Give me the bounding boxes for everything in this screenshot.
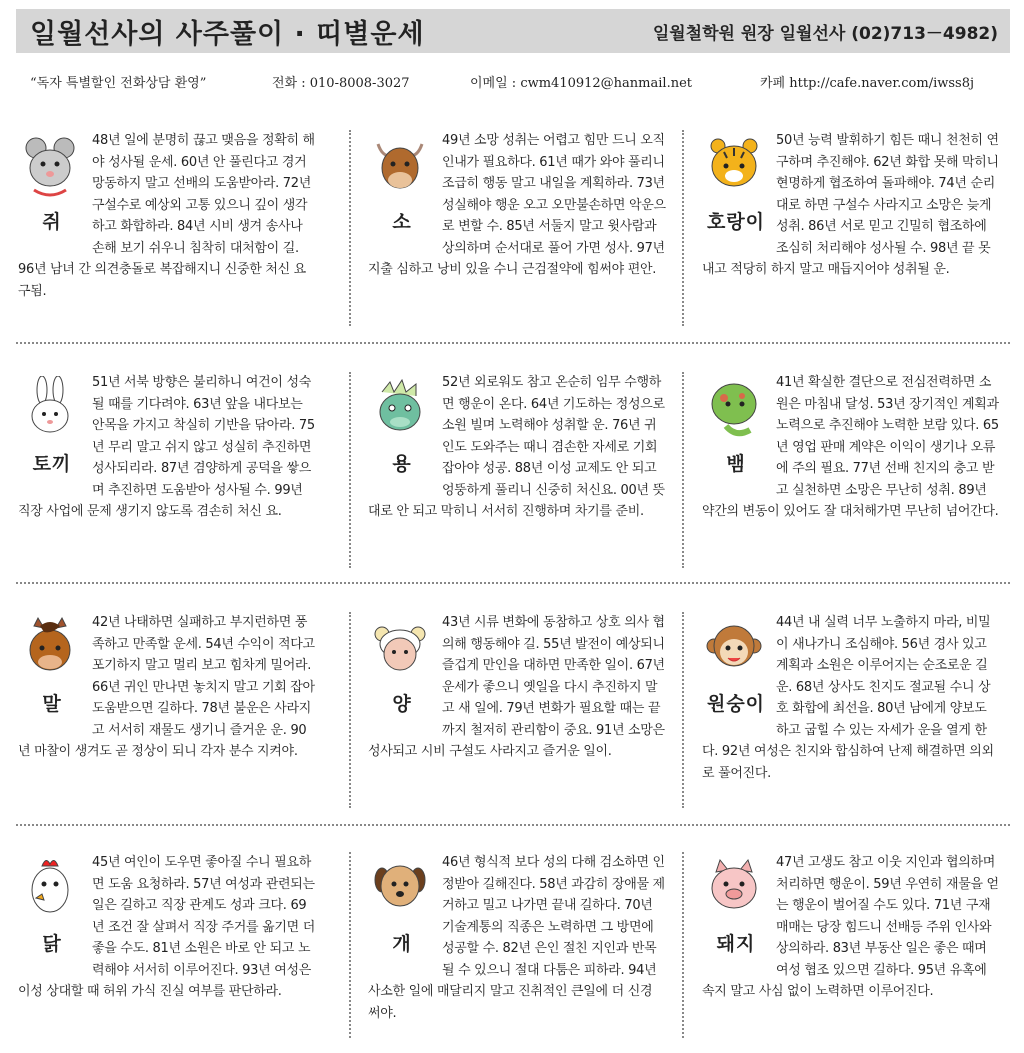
- fortune-text: 48년 일에 분명히 끊고 맺음을 정확히 해야 성사될 운세. 60년 안 풀린다고 경거망동하지 말고 선배의 도움받아라. 72년 구설수로 예상외 고통 있으니 깊이 생각하고 화합하라. 84년 시비 생겨 송사나 손해 보기 쉬우니 침착히 대처함이 길. 96년 남녀 간 의견충돌로 복잡해지니 신중한 처신 요구됨.: [18, 133, 315, 299]
- fortune-ox: [368, 130, 668, 330]
- animal-name: 뱀: [726, 453, 746, 475]
- fortune-text: 44년 내 실력 너무 노출하지 마라, 비밀이 새나가니 조심해야. 56년 경사 있고 계획과 소원은 이루어지는 순조로운 길운. 68년 상사도 친지도 절교될 수니 상호 화합에 최선을. 80년 남에게 양보도 하고 굽힐 수 있는 자세가 운을 열게 한다. 92년 여성은 친지와 합심하여 난제 해결하면 의외로 풀어진다.: [702, 615, 994, 781]
- column-divider: [682, 612, 684, 808]
- rat-icon: [22, 134, 78, 200]
- fortune-pig: [702, 852, 1002, 1052]
- fortune-rabbit: [18, 372, 318, 572]
- header-bar: [16, 9, 1010, 53]
- fortune-horse: [18, 612, 318, 812]
- dog-icon: [372, 856, 428, 922]
- fortune-text: 52년 외로워도 참고 온순히 임무 수행하면 행운이 온다. 64년 기도하는 정성으로 소원 빌며 노력해야 성취할 운. 76년 귀인도 도와주는 때니 겸손한 자세로 기회 잡아야 성공. 88년 이성 교제도 안 되고 엉뚱하게 풀리니 신중히 처신요. 00년 뜻대로 안 되고 막히니 서서히 진행하며 차기를 준비.: [368, 375, 665, 519]
- fortune-rat: [18, 130, 318, 330]
- animal-name: 쥐: [42, 211, 62, 233]
- slogan-text: “독자 특별할인 전화상담 환영”: [30, 76, 207, 91]
- animal-name: 개: [392, 933, 412, 955]
- dragon-icon: [372, 376, 428, 442]
- monkey-icon: [706, 616, 762, 682]
- fortune-text: 51년 서북 방향은 불리하니 여건이 성숙 될 때를 기다려야. 63년 앞을 내다보는 안목을 가지고 착실히 기반을 닦아라. 75년 무리 말고 쉬지 않고 성실히 추진하면 성사되리라. 87년 겸양하게 공덕을 쌓으며 추진하면 도움받아 성사될 수. 99년 직장 사업에 문제 생기지 않도록 겸손히 처신 요.: [18, 375, 315, 519]
- fortune-sheep: [368, 612, 668, 812]
- column-divider: [682, 852, 684, 1038]
- column-divider: [349, 852, 351, 1038]
- fortune-grid: [16, 122, 1010, 1042]
- snake-icon: [706, 376, 762, 442]
- animal-name: 말: [42, 693, 62, 715]
- email-text: 이메일 : cwm410912@hanmail.net: [470, 76, 692, 91]
- rooster-icon: [22, 856, 78, 922]
- column-divider: [682, 130, 684, 326]
- animal-name: 토끼: [32, 453, 72, 475]
- fortune-snake: [702, 372, 1002, 572]
- contact-line: [30, 72, 1010, 96]
- fortune-text: 43년 시류 변화에 동참하고 상호 의사 협의해 행동해야 길. 55년 발전이 예상되니 즐겁게 만인을 대하면 만족한 일이. 67년 운세가 좋으니 옛일을 다시 추진하지 말고 새 일에. 79년 변화가 필요할 때는 끝까지 철저히 관리함이 중요. 91년 소망은 성사되고 시비 구설도 사라지고 즐거운 일이.: [368, 615, 665, 759]
- column-divider: [349, 372, 351, 568]
- fortune-text: 49년 소망 성취는 어렵고 힘만 드니 오직 인내가 필요하다. 61년 때가 와야 풀리니 조급히 행동 말고 내일을 계획하라. 73년 성실해야 행운 오고 오만불손하면 악운으로 변할 수. 85년 서둘지 말고 윗사람과 상의하며 순서대로 풀어 가면 성사. 97년 지출 심하고 낭비 있을 수니 근검절약에 힘써야 편안.: [368, 133, 666, 277]
- animal-name: 돼지: [716, 933, 756, 955]
- fortune-text: 42년 나태하면 실패하고 부지런하면 풍족하고 만족할 운세. 54년 수익이 적다고 포기하지 말고 멀리 보고 힘차게 밀어라. 66년 귀인 만나면 놓치지 말고 기회 잡아 도움받으면 길하다. 78년 불운은 사라지고 서서히 재물도 생기니 즐거운 운. 90년 마찰이 생겨도 곧 정상이 되니 각자 분수 지켜야.: [18, 615, 315, 759]
- animal-name: 닭: [42, 933, 62, 955]
- pig-icon: [706, 856, 762, 922]
- ox-icon: [372, 134, 428, 200]
- horse-icon: [22, 616, 78, 682]
- author-info: 일월철학원 원장 일월선사 (02)713－4982): [652, 23, 998, 44]
- animal-name: 소: [392, 211, 412, 233]
- fortune-tiger: [702, 130, 1002, 330]
- sheep-icon: [372, 616, 428, 682]
- fortune-text: 47년 고생도 참고 이웃 지인과 협의하며 처리하면 행운이. 59년 우연히 재물을 얻는 행운이 벌어질 수도 있다. 71년 구재 매매는 당장 힘드니 선배등 주위 인사와 상의하라. 83년 부동산 일은 좋은 때며 여성 협조 있으면 길하다. 95년 유혹에 속지 말고 사심 없이 노력하면 이루어진다.: [702, 855, 999, 999]
- animal-name: 용: [392, 453, 412, 475]
- fortune-dog: [368, 852, 668, 1052]
- fortune-text: 46년 형식적 보다 성의 다해 검소하면 인정받아 길해진다. 58년 과감히 장애물 제거하고 밀고 나가면 끝내 길하다. 70년 기술계통의 직종은 노력하면 그 방면에 성공할 수. 82년 은인 절친 지인과 반목될 수 있으니 절대 다툼은 피하라. 94년 사소한 일에 매달리지 말고 진취적인 큰일에 더 신경 써야.: [368, 855, 665, 1021]
- row-divider: [16, 342, 1010, 344]
- fortune-dragon: [368, 372, 668, 572]
- animal-name: 양: [392, 693, 412, 715]
- phone-text: 전화 : 010-8008-3027: [272, 76, 410, 91]
- fortune-monkey: [702, 612, 1002, 812]
- animal-name: 호랑이: [706, 211, 766, 233]
- row-divider: [16, 824, 1010, 826]
- column-divider: [349, 612, 351, 808]
- rabbit-icon: [22, 376, 78, 442]
- row-divider: [16, 582, 1010, 584]
- column-divider: [349, 130, 351, 326]
- animal-name: 원숭이: [706, 693, 766, 715]
- fortune-text: 41년 확실한 결단으로 전심전력하면 소원은 마침내 달성. 53년 장기적인 계획과 노력으로 추진해야 노력한 보람 있다. 65년 영업 판매 계약은 이익이 생기나 오류에 주의 필요. 77년 선배 친지의 충고 받고 실천하면 소망은 무난히 성취. 89년 약간의 변동이 있어도 잘 대처해가면 무난히 넘어간다.: [702, 375, 999, 519]
- page-title: 일월선사의 사주풀이 · 띠별운세: [30, 18, 425, 50]
- column-divider: [682, 372, 684, 568]
- fortune-rooster: [18, 852, 318, 1052]
- fortune-text: 45년 여인이 도우면 좋아질 수니 필요하면 도움 요청하라. 57년 여성과 관련되는 일은 길하고 직장 관계도 성과 크다. 69년 조건 잘 살펴서 직장 주거를 옮기면 더 좋을 수도. 81년 소원은 바로 안 되고 노력해야 서서히 이루어진다. 93년 여성은 이성 상대할 때 허위 가식 진실 여부를 판단하라.: [18, 855, 315, 999]
- cafe-link[interactable]: 카페 http://cafe.naver.com/iwss8j: [760, 76, 975, 91]
- fortune-text: 50년 능력 발휘하기 힘든 때니 천천히 연구하며 추진해야. 62년 화합 못해 막히니 현명하게 협조하여 돌파해야. 74년 순리대로 하면 구설수 사라지고 소망은 늦게 성취. 86년 서로 믿고 긴밀히 협조하에 조심히 처리해야 성사될 수. 98년 끝 못 내고 적당히 하지 말고 매듭지어야 성취될 운.: [702, 133, 999, 277]
- tiger-icon: [706, 134, 762, 200]
